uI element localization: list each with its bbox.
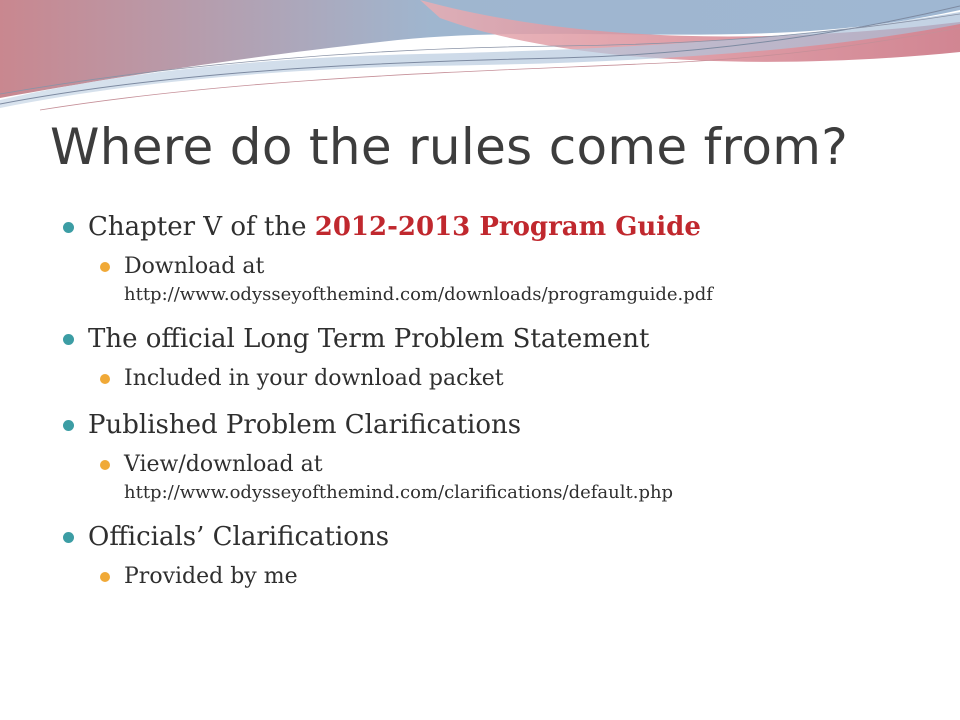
program-guide-url: http://www.odysseyofthemind.com/downloads/programguide.pdf: [124, 284, 713, 305]
bullet-text: Officials’ Clarifications: [88, 522, 390, 552]
bullet-text: The official Long Term Problem Statement: [88, 324, 650, 354]
sub-bullet-download: [100, 252, 922, 308]
sub-bullet-text: View/download at: [124, 452, 323, 477]
clarifications-url: http://www.odysseyofthemind.com/clarifications/default.php: [124, 482, 674, 503]
bullet-program-guide: [62, 208, 922, 246]
bullet-dot-icon: [63, 420, 74, 431]
bullet-dot-icon: [63, 532, 74, 543]
bullet-officials-clarifications: [62, 518, 922, 556]
header-wave-decoration: [0, 0, 960, 120]
sub-bullet-included: [100, 364, 922, 394]
slide-title: Where do the rules come from?: [50, 118, 849, 176]
sub-bullet-dot-icon: [100, 374, 110, 384]
sub-bullet-dot-icon: [100, 572, 110, 582]
bullet-dot-icon: [63, 222, 74, 233]
bullet-text: Published Problem Clarifications: [88, 410, 522, 440]
bullet-list: [62, 208, 922, 592]
sub-bullet-dot-icon: [100, 262, 110, 272]
bullet-text: Chapter V of the: [88, 212, 315, 242]
sub-bullet-provided: [100, 562, 922, 592]
sub-bullet-text: Included in your download packet: [124, 366, 504, 391]
bullet-problem-statement: [62, 320, 922, 358]
bullet-published-clarifications: [62, 406, 922, 444]
sub-bullet-text: Provided by me: [124, 564, 298, 589]
sub-bullet-dot-icon: [100, 460, 110, 470]
sub-bullet-text: Download at: [124, 254, 265, 279]
highlight-text: 2012-2013 Program Guide: [314, 212, 701, 242]
bullet-dot-icon: [63, 334, 74, 345]
sub-bullet-view-download: [100, 450, 922, 506]
